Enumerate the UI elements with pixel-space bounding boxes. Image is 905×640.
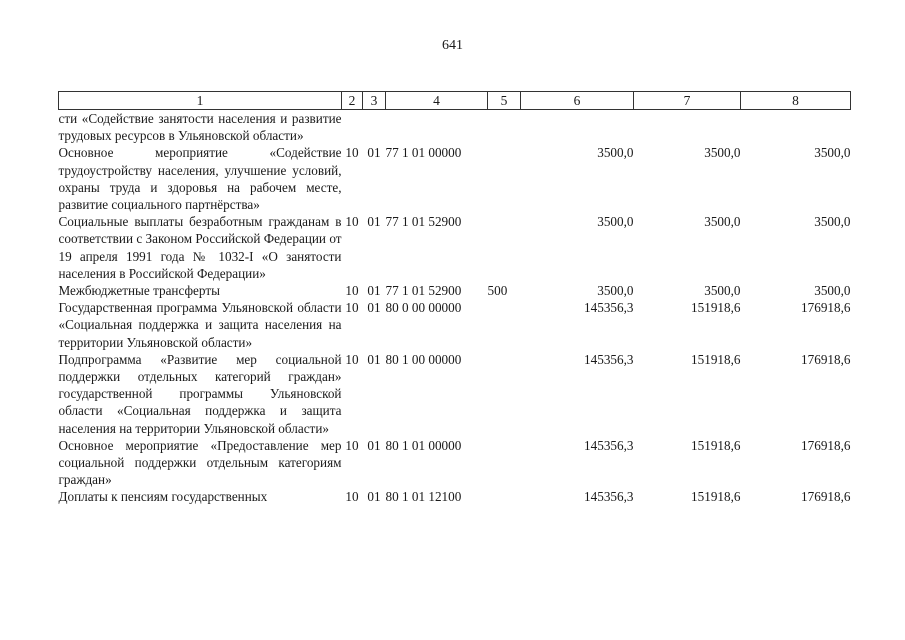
row-amount-col8 (741, 110, 851, 145)
row-amount-col7: 151918,6 (691, 437, 741, 453)
row-expense-type (488, 144, 521, 213)
row-section: 10 (345, 300, 359, 316)
table-row (59, 213, 851, 282)
row-expense-type: 500 (487, 283, 508, 299)
row-expense-type (488, 488, 521, 505)
table-row (59, 282, 851, 299)
row-amount-col6: 145356,3 (584, 489, 634, 505)
row-target-code: 77 1 01 00000 (385, 145, 462, 161)
row-section: 10 (345, 489, 359, 505)
column-header-6: 6 (521, 92, 634, 110)
row-subsection: 01 (367, 351, 381, 367)
row-subsection: 01 (367, 437, 381, 453)
row-target-code (386, 110, 488, 145)
row-expense-type (488, 437, 521, 489)
row-name: Социальные выплаты безработным гражданам в соответствии с Законом Российской Федерации от 19 апреля 1991 года № 1032-I «О занятости населения в Российской Федерации» (58, 214, 342, 281)
row-name: Основное мероприятие «Содействие трудоустройству населения, улучшение условий, охраны труда и здоровья на рабочем месте, развитие социального партнёрства» (58, 145, 342, 213)
row-amount-col8: 176918,6 (801, 489, 851, 505)
row-expense-type (488, 110, 521, 145)
row-subsection: 01 (367, 214, 381, 230)
row-section: 10 (345, 214, 359, 230)
row-amount-col6: 3500,0 (597, 214, 634, 230)
row-target-code: 80 1 01 12100 (385, 489, 462, 505)
row-name: сти «Содействие занятости населения и развитие трудовых ресурсов в Ульяновской области» (58, 111, 342, 144)
row-amount-col8: 3500,0 (814, 145, 851, 161)
row-target-code: 77 1 01 52900 (385, 283, 462, 299)
row-target-code: 77 1 01 52900 (385, 214, 462, 230)
row-amount-col6: 145356,3 (584, 351, 634, 367)
row-amount-col7: 151918,6 (691, 351, 741, 367)
row-amount-col6 (521, 110, 634, 145)
table-row (59, 437, 851, 489)
row-amount-col6: 145356,3 (584, 437, 634, 453)
row-name: Основное мероприятие «Предоставление мер социальной поддержки отдельным категориям граждан» (58, 437, 342, 488)
row-name: Доплаты к пенсиям государственных (58, 489, 268, 505)
budget-table (58, 91, 851, 506)
row-amount-col8: 176918,6 (801, 437, 851, 453)
column-header-7: 7 (634, 92, 741, 110)
column-header-1: 1 (59, 92, 342, 110)
row-amount-col7: 151918,6 (691, 489, 741, 505)
table-row (59, 144, 851, 213)
row-amount-col7 (634, 110, 741, 145)
page-number: 641 (442, 38, 463, 53)
row-section: 10 (345, 437, 359, 453)
column-header-5: 5 (488, 92, 521, 110)
column-header-4: 4 (386, 92, 488, 110)
row-amount-col7: 3500,0 (704, 283, 741, 299)
row-name: Межбюджетные трансферты (58, 283, 220, 299)
row-target-code: 80 0 00 00000 (385, 300, 462, 316)
row-amount-col7: 151918,6 (691, 300, 741, 316)
row-section: 10 (345, 351, 359, 367)
row-target-code: 80 1 01 00000 (385, 437, 462, 453)
row-expense-type (488, 213, 521, 282)
table-row (59, 299, 851, 351)
row-expense-type (488, 299, 521, 351)
row-amount-col8: 3500,0 (814, 283, 851, 299)
row-amount-col7: 3500,0 (704, 214, 741, 230)
column-header-3: 3 (363, 92, 386, 110)
row-amount-col6: 3500,0 (597, 145, 634, 161)
column-header-8: 8 (741, 92, 851, 110)
row-expense-type (488, 351, 521, 437)
row-subsection (363, 110, 386, 145)
row-amount-col8: 176918,6 (801, 351, 851, 367)
row-amount-col8: 3500,0 (814, 214, 851, 230)
row-amount-col6: 3500,0 (597, 283, 634, 299)
row-subsection: 01 (367, 489, 381, 505)
row-amount-col6: 145356,3 (584, 300, 634, 316)
row-subsection: 01 (367, 300, 381, 316)
row-section: 10 (345, 283, 359, 299)
row-section (342, 110, 363, 145)
row-section: 10 (345, 145, 359, 161)
table-row (59, 110, 851, 145)
row-name: Подпрограмма «Развитие мер социальной поддержки отдельных категорий граждан» государственной программы Ульяновской области «Социальная поддержка и защита населения на территории Ульяновской области» (58, 351, 342, 436)
table-row (59, 351, 851, 437)
column-header-2: 2 (342, 92, 363, 110)
row-target-code: 80 1 00 00000 (385, 351, 462, 367)
row-subsection: 01 (367, 283, 381, 299)
table-row (59, 488, 851, 505)
row-subsection: 01 (367, 145, 381, 161)
row-amount-col8: 176918,6 (801, 300, 851, 316)
row-name: Государственная программа Ульяновской области «Социальная поддержка и защита населения на территории Ульяновской области» (58, 300, 342, 350)
table-header-row (59, 92, 851, 110)
row-amount-col7: 3500,0 (704, 145, 741, 161)
